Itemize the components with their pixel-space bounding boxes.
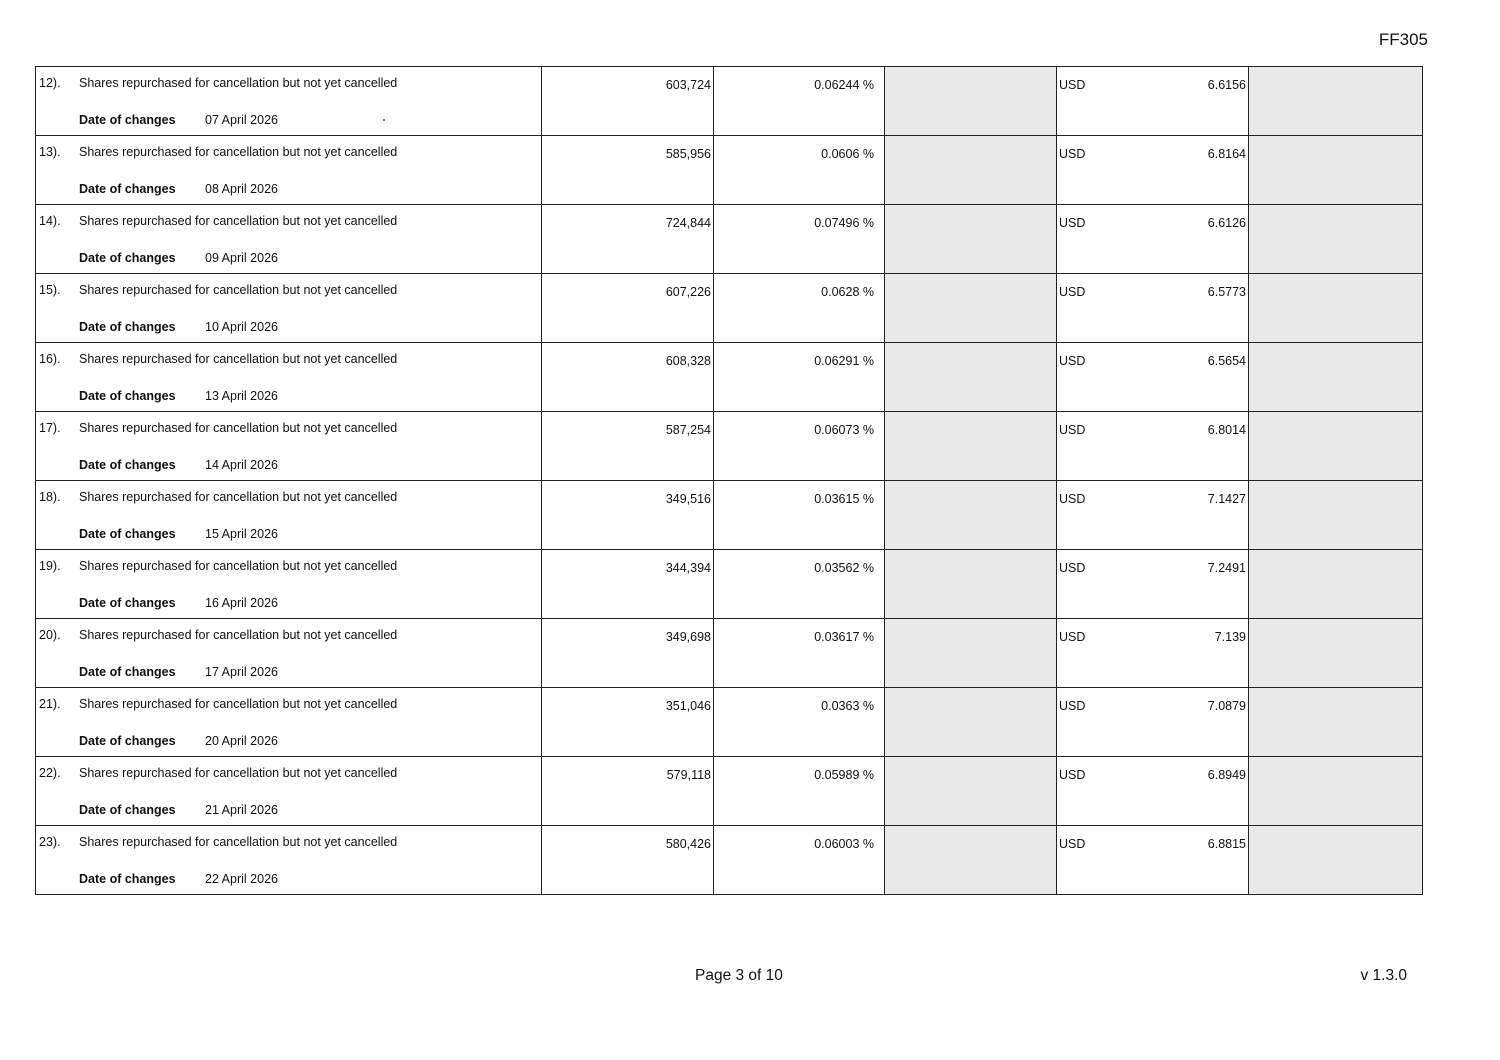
table-row: [36, 205, 1423, 274]
date-of-changes-label: Date of changes: [79, 872, 176, 886]
row-index: 13).: [39, 145, 61, 159]
percent-cell: 0.07496 %: [714, 205, 885, 274]
table-row: [36, 136, 1423, 205]
row-index: 19).: [39, 559, 61, 573]
price: 6.6126: [1207, 216, 1246, 230]
currency: USD: [1059, 699, 1086, 713]
shaded-cell: [885, 343, 1057, 412]
date-of-changes-value: 20 April 2026: [205, 734, 278, 748]
date-of-changes-value: 17 April 2026: [205, 665, 278, 679]
row-description: Shares repurchased for cancellation but not yet cancelled: [79, 697, 398, 711]
shares-cell: 724,844: [542, 205, 714, 274]
table-row: [36, 550, 1423, 619]
shares-cell: 579,118: [542, 757, 714, 826]
shaded-cell: [885, 205, 1057, 274]
date-of-changes-label: Date of changes: [79, 734, 176, 748]
price: 6.5654: [1207, 354, 1246, 368]
shares-cell: 351,046: [542, 688, 714, 757]
description-cell: [36, 688, 542, 757]
currency: USD: [1059, 78, 1086, 92]
shaded-cell: [1249, 136, 1423, 205]
date-of-changes-label: Date of changes: [79, 527, 176, 541]
date-of-changes-value: 07 April 2026: [205, 113, 278, 127]
price: 7.0879: [1207, 699, 1246, 713]
price: 6.5773: [1207, 285, 1246, 299]
description-cell: [36, 136, 542, 205]
row-description: Shares repurchased for cancellation but not yet cancelled: [79, 490, 398, 504]
description-cell: [36, 343, 542, 412]
currency: USD: [1059, 630, 1086, 644]
currency: USD: [1059, 216, 1086, 230]
percent-cell: 0.0606 %: [714, 136, 885, 205]
price-cell: [1057, 619, 1249, 688]
shaded-cell: [1249, 274, 1423, 343]
shaded-cell: [885, 481, 1057, 550]
date-of-changes-label: Date of changes: [79, 182, 176, 196]
shaded-cell: [1249, 619, 1423, 688]
date-of-changes-value: 10 April 2026: [205, 320, 278, 334]
shares-cell: 603,724: [542, 67, 714, 136]
shaded-cell: [885, 412, 1057, 481]
price: 6.8815: [1207, 837, 1246, 851]
shaded-cell: [1249, 343, 1423, 412]
row-index: 15).: [39, 283, 61, 297]
table-row: [36, 67, 1423, 136]
price-cell: [1057, 136, 1249, 205]
shaded-cell: [1249, 67, 1423, 136]
shaded-cell: [885, 688, 1057, 757]
currency: USD: [1059, 354, 1086, 368]
date-of-changes-label: Date of changes: [79, 458, 176, 472]
table-row: [36, 412, 1423, 481]
shaded-cell: [1249, 826, 1423, 895]
percent-cell: 0.03617 %: [714, 619, 885, 688]
date-of-changes-value: 08 April 2026: [205, 182, 278, 196]
description-cell: [36, 757, 542, 826]
currency: USD: [1059, 768, 1086, 782]
price-cell: [1057, 481, 1249, 550]
currency: USD: [1059, 837, 1086, 851]
row-description: Shares repurchased for cancellation but not yet cancelled: [79, 283, 398, 297]
table-row: [36, 274, 1423, 343]
row-description: Shares repurchased for cancellation but not yet cancelled: [79, 145, 398, 159]
price-cell: [1057, 205, 1249, 274]
table-body: [36, 67, 1423, 895]
shaded-cell: [885, 826, 1057, 895]
description-cell: [36, 274, 542, 343]
shaded-cell: [885, 67, 1057, 136]
shaded-cell: [1249, 688, 1423, 757]
stray-mark: [383, 119, 385, 121]
shaded-cell: [1249, 412, 1423, 481]
shaded-cell: [885, 619, 1057, 688]
price: 6.8164: [1207, 147, 1246, 161]
price-cell: [1057, 757, 1249, 826]
shaded-cell: [885, 274, 1057, 343]
shaded-cell: [1249, 481, 1423, 550]
row-index: 17).: [39, 421, 61, 435]
row-index: 14).: [39, 214, 61, 228]
percent-cell: 0.06003 %: [714, 826, 885, 895]
date-of-changes-value: 09 April 2026: [205, 251, 278, 265]
date-of-changes-label: Date of changes: [79, 665, 176, 679]
shares-cell: 587,254: [542, 412, 714, 481]
shares-cell: 585,956: [542, 136, 714, 205]
percent-cell: 0.06073 %: [714, 412, 885, 481]
date-of-changes-label: Date of changes: [79, 320, 176, 334]
shares-cell: 608,328: [542, 343, 714, 412]
date-of-changes-value: 16 April 2026: [205, 596, 278, 610]
date-of-changes-label: Date of changes: [79, 251, 176, 265]
date-of-changes-label: Date of changes: [79, 113, 176, 127]
table-row: [36, 343, 1423, 412]
share-movements-table: [35, 66, 1423, 895]
currency: USD: [1059, 147, 1086, 161]
row-description: Shares repurchased for cancellation but not yet cancelled: [79, 766, 398, 780]
description-cell: [36, 67, 542, 136]
table-row: [36, 619, 1423, 688]
percent-cell: 0.05989 %: [714, 757, 885, 826]
table-row: [36, 688, 1423, 757]
shaded-cell: [885, 757, 1057, 826]
description-cell: [36, 619, 542, 688]
row-description: Shares repurchased for cancellation but not yet cancelled: [79, 421, 398, 435]
shaded-cell: [1249, 205, 1423, 274]
shaded-cell: [885, 550, 1057, 619]
shares-cell: 349,698: [542, 619, 714, 688]
row-index: 20).: [39, 628, 61, 642]
price-cell: [1057, 274, 1249, 343]
version-label: v 1.3.0: [1360, 967, 1407, 984]
description-cell: [36, 205, 542, 274]
row-description: Shares repurchased for cancellation but not yet cancelled: [79, 559, 398, 573]
date-of-changes-label: Date of changes: [79, 803, 176, 817]
row-index: 16).: [39, 352, 61, 366]
table-row: [36, 757, 1423, 826]
shaded-cell: [1249, 550, 1423, 619]
currency: USD: [1059, 423, 1086, 437]
row-description: Shares repurchased for cancellation but not yet cancelled: [79, 352, 398, 366]
date-of-changes-value: 15 April 2026: [205, 527, 278, 541]
percent-cell: 0.0363 %: [714, 688, 885, 757]
shares-cell: 349,516: [542, 481, 714, 550]
shares-cell: 344,394: [542, 550, 714, 619]
table-row: [36, 826, 1423, 895]
row-description: Shares repurchased for cancellation but not yet cancelled: [79, 628, 398, 642]
price: 7.139: [1214, 630, 1246, 644]
currency: USD: [1059, 285, 1086, 299]
date-of-changes-label: Date of changes: [79, 389, 176, 403]
price: 6.8014: [1207, 423, 1246, 437]
date-of-changes-label: Date of changes: [79, 596, 176, 610]
row-index: 12).: [39, 76, 61, 90]
row-index: 18).: [39, 490, 61, 504]
percent-cell: 0.0628 %: [714, 274, 885, 343]
price: 7.2491: [1207, 561, 1246, 575]
row-description: Shares repurchased for cancellation but not yet cancelled: [79, 76, 398, 90]
percent-cell: 0.03562 %: [714, 550, 885, 619]
shaded-cell: [1249, 757, 1423, 826]
description-cell: [36, 412, 542, 481]
shares-cell: 607,226: [542, 274, 714, 343]
row-index: 21).: [39, 697, 61, 711]
row-description: Shares repurchased for cancellation but not yet cancelled: [79, 835, 398, 849]
description-cell: [36, 826, 542, 895]
price-cell: [1057, 550, 1249, 619]
shares-cell: 580,426: [542, 826, 714, 895]
currency: USD: [1059, 492, 1086, 506]
description-cell: [36, 550, 542, 619]
percent-cell: 0.03615 %: [714, 481, 885, 550]
table-row: [36, 481, 1423, 550]
percent-cell: 0.06291 %: [714, 343, 885, 412]
form-code: FF305: [1378, 30, 1428, 49]
price-cell: [1057, 343, 1249, 412]
price: 6.8949: [1207, 768, 1246, 782]
row-index: 22).: [39, 766, 61, 780]
row-index: 23).: [39, 835, 61, 849]
shaded-cell: [885, 136, 1057, 205]
date-of-changes-value: 13 April 2026: [205, 389, 278, 403]
date-of-changes-value: 21 April 2026: [205, 803, 278, 817]
row-description: Shares repurchased for cancellation but not yet cancelled: [79, 214, 398, 228]
price-cell: [1057, 67, 1249, 136]
date-of-changes-value: 22 April 2026: [205, 872, 278, 886]
price-cell: [1057, 412, 1249, 481]
price: 7.1427: [1207, 492, 1246, 506]
price-cell: [1057, 826, 1249, 895]
page-number: Page 3 of 10: [695, 967, 783, 984]
date-of-changes-value: 14 April 2026: [205, 458, 278, 472]
price: 6.6156: [1207, 78, 1246, 92]
percent-cell: 0.06244 %: [714, 67, 885, 136]
price-cell: [1057, 688, 1249, 757]
currency: USD: [1059, 561, 1086, 575]
description-cell: [36, 481, 542, 550]
